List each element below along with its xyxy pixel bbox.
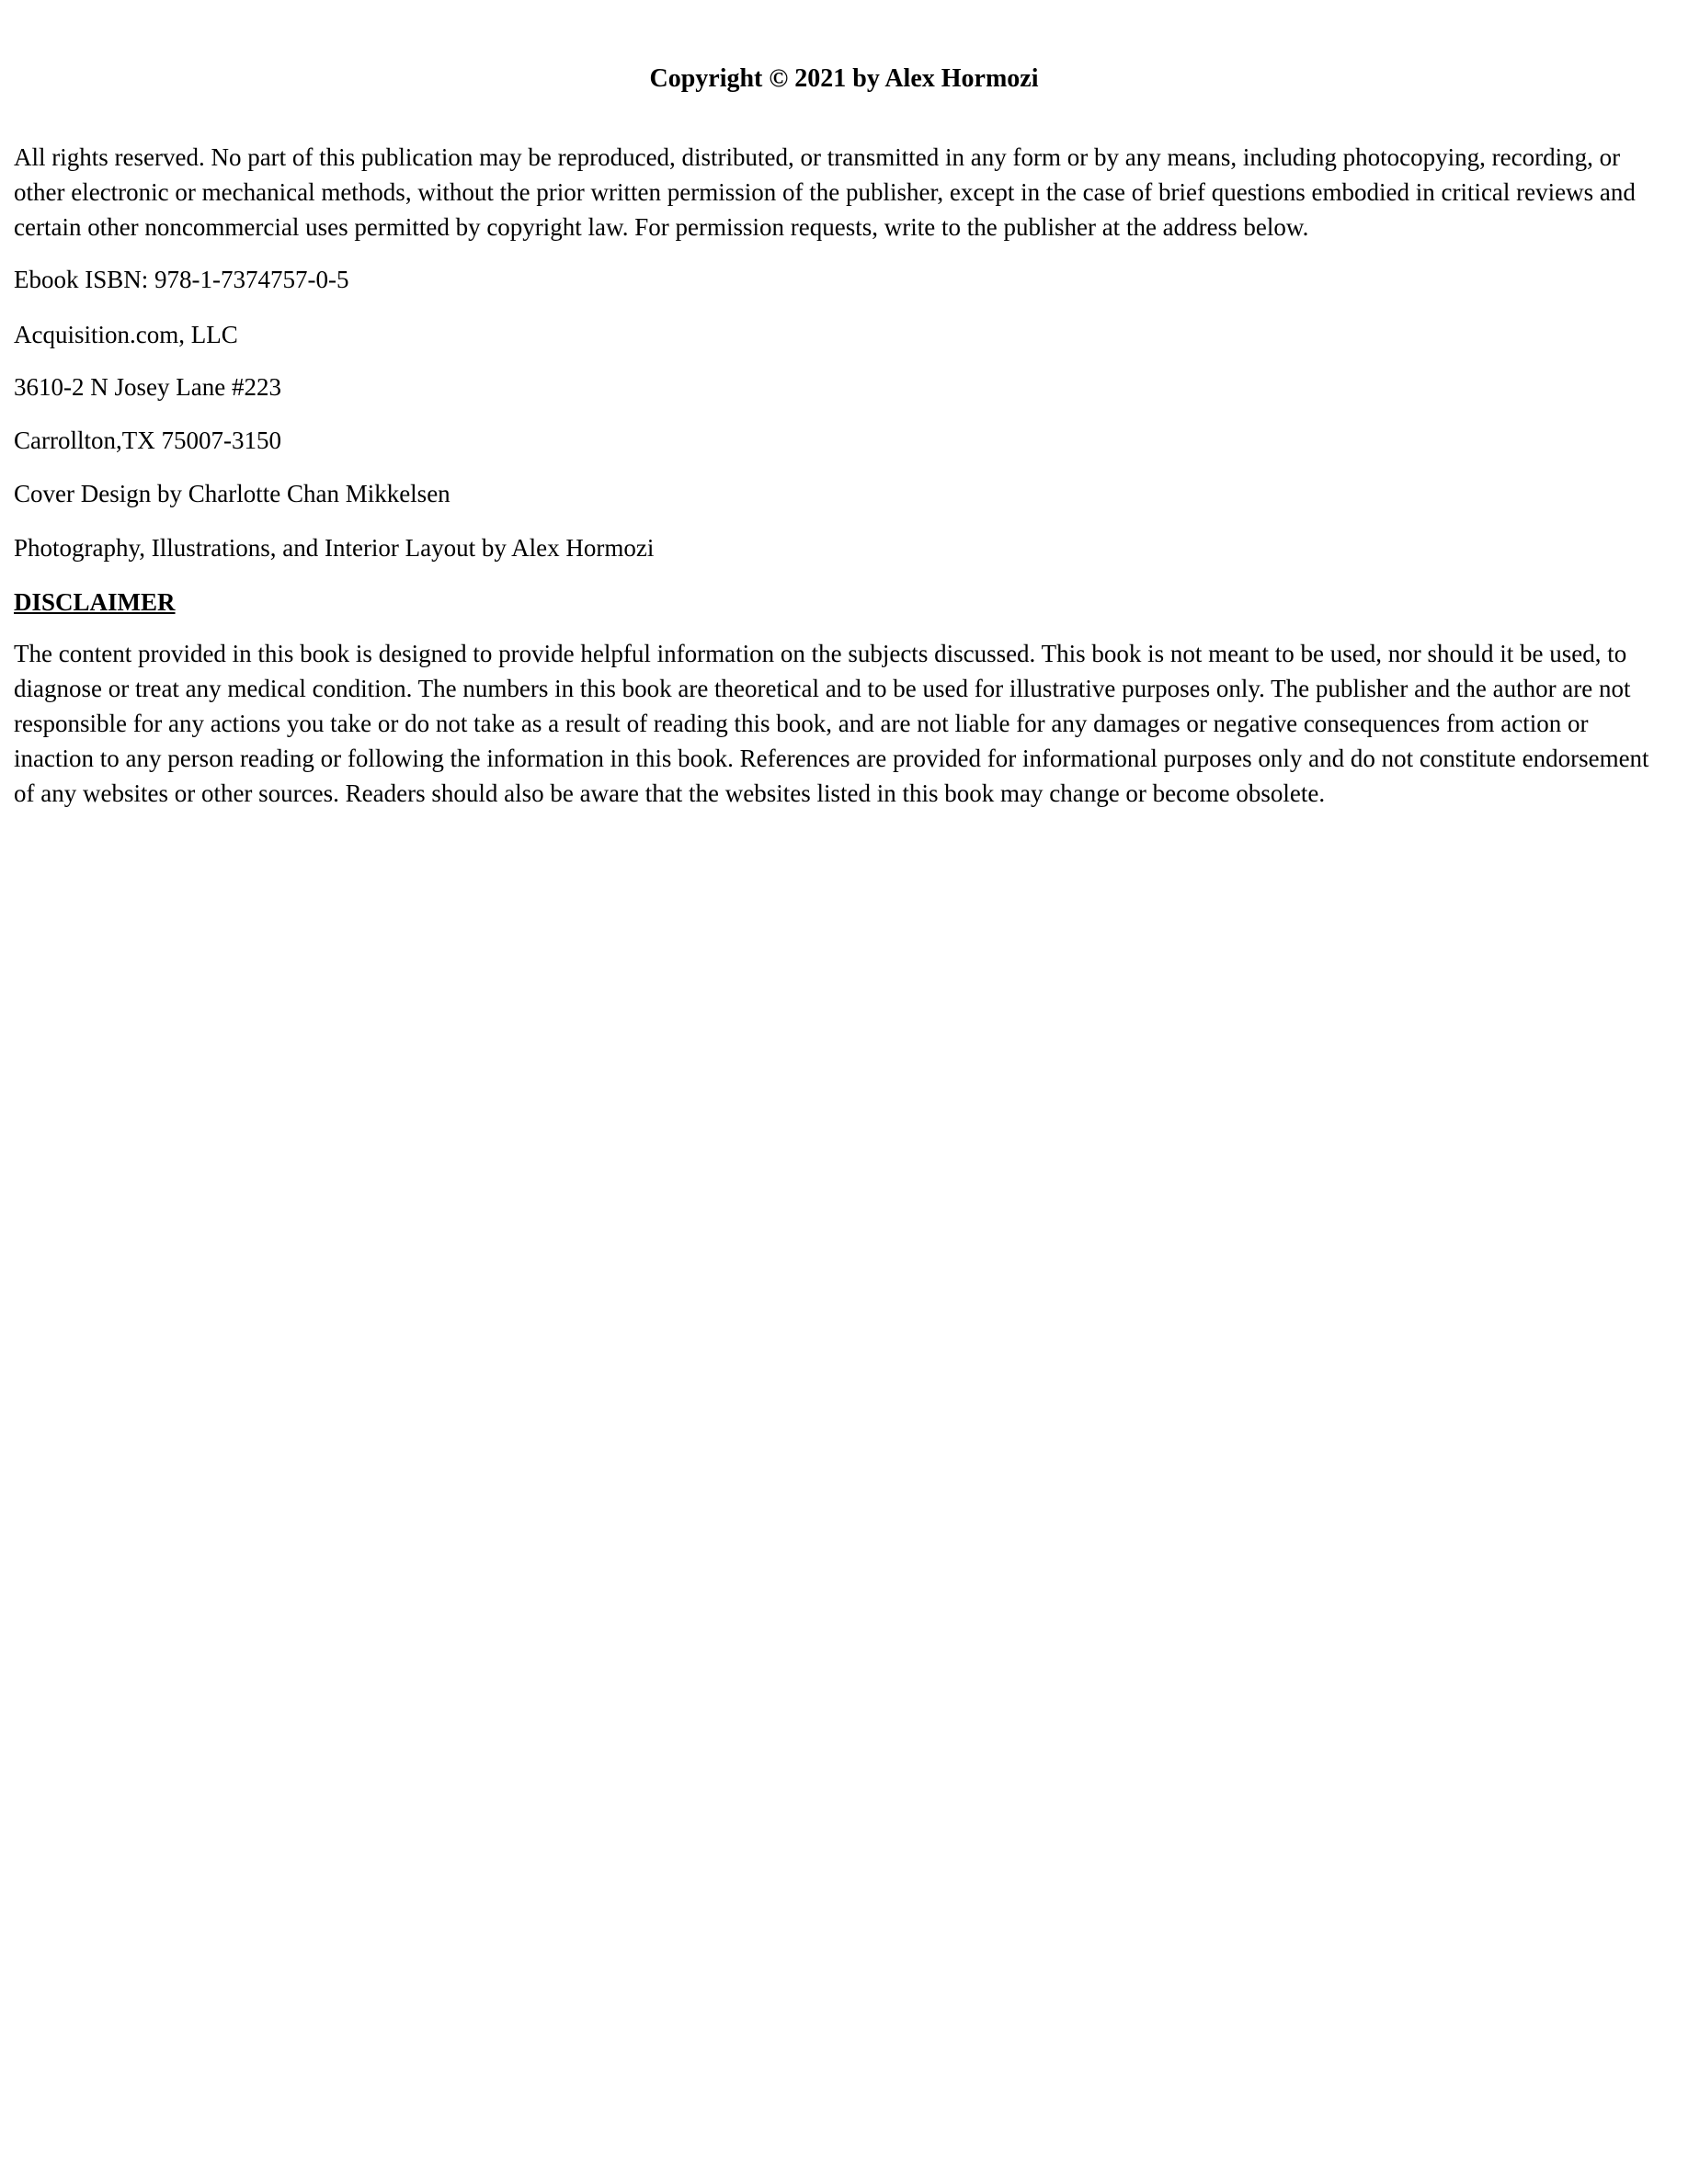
publisher-name: Acquisition.com, LLC xyxy=(14,321,238,348)
rights-paragraph: All rights reserved. No part of this publication may be reproduced, distributed, or transmitted in any form or by any means, including photocopying, recording, or other electronic or mechanical methods, without the prior written permission of the publisher, except in the case of brief questions embodied in critical reviews and certain other noncommercial uses permitted by copyright law. For permission requests, write to the publisher at the address below. xyxy=(14,143,1636,241)
disclaimer-heading: DISCLAIMER xyxy=(14,588,176,616)
isbn-line: Ebook ISBN: 978-1-7374757-0-5 xyxy=(14,266,349,293)
page-title: Copyright © 2021 by Alex Hormozi xyxy=(649,64,1039,93)
cover-credit: Cover Design by Charlotte Chan Mikkelsen xyxy=(14,480,451,507)
publisher-street: 3610-2 N Josey Lane #223 xyxy=(14,373,281,401)
publisher-city: Carrollton,TX 75007-3150 xyxy=(14,427,281,454)
interior-credit: Photography, Illustrations, and Interior Layout by Alex Hormozi xyxy=(14,534,655,562)
disclaimer-paragraph: The content provided in this book is designed to provide helpful information on the subjects discussed. This book is not meant to be used, nor should it be used, to diagnose or treat any medical condition. The numbers in this book are theoretical and to be used for illustrative purposes only. The publisher and the author are not responsible for any actions you take or do not take as a result of reading this book, and are not liable for any damages or negative consequences from action or inaction to any person reading or following the information in this book. References are provided for informational purposes only and do not constitute endorsement of any websites or other sources. Readers should also be aware that the websites listed in this book may change or become obsolete. xyxy=(14,640,1649,807)
